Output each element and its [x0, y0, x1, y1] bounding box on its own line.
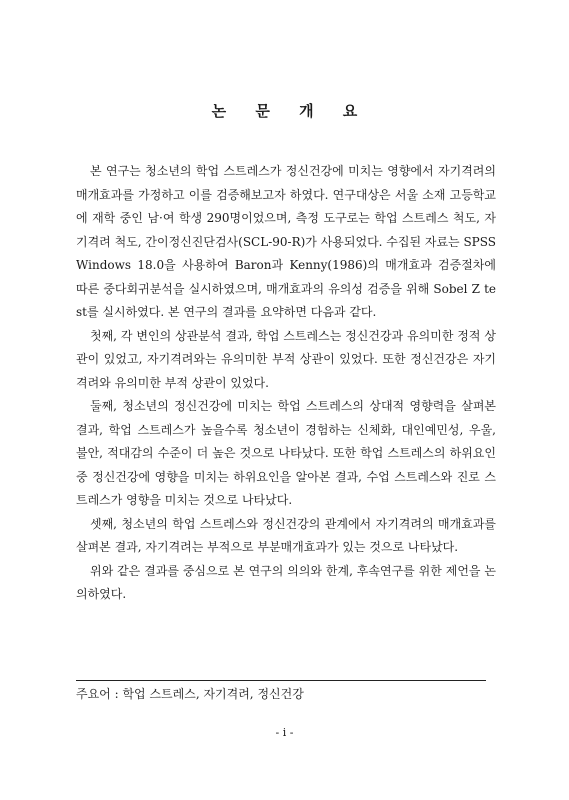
abstract-paragraph-second-finding: 둘째, 청소년의 정신건강에 미치는 학업 스트레스의 상대적 영향력을 살펴본 결과, 학업 스트레스가 높을수록 청소년이 경험하는 신체화, 대인예민성, 우울, 불안, 적대감의 수준이 더 높은 것으로 나타났다. 또한 학업 스트레스의 하위요인 중 정신건강에 영향을 미치는 하위요인을 알아본 결과, 수업 스트레스와 진로 스트레스가 영향을 미치는 것으로 나타났다. [76, 399, 496, 507]
page-number: - i - [275, 726, 294, 739]
abstract-paragraph-third-finding: 셋째, 청소년의 학업 스트레스와 정신건강의 관계에서 자기격려의 매개효과를 살펴본 결과, 자기격려는 부적으로 부분매개효과가 있는 것으로 나타났다. [76, 516, 496, 554]
abstract-body [76, 160, 496, 607]
keywords-divider [76, 680, 486, 681]
document-title: 논 문 개 요 [211, 102, 370, 120]
abstract-paragraph-conclusion: 위와 같은 결과를 중심으로 본 연구의 의의와 한계, 후속연구를 위한 제언을 논의하였다. [76, 563, 496, 601]
keywords-line: 주요어 : 학업 스트레스, 자기격려, 정신건강 [76, 687, 304, 701]
abstract-paragraph-intro: 본 연구는 청소년의 학업 스트레스가 정신건강에 미치는 영향에서 자기격려의 매개효과를 가정하고 이를 검증해보고자 하였다. 연구대상은 서울 소재 고등학교에 재학 중인 남·여 학생 290명이었으며, 측정 도구로는 학업 스트레스 척도, 자기격려 척도, 간이정신진단검사(SCL-90-R)가 사용되었다. 수집된 자료는 SPSS Windows 18.0을 사용하여 Baron과 Kenny(1986)의 매개효과 검증절차에 따른 중다회귀분석을 실시하였으며, 매개효과의 유의성 검증을 위해 Sobel Z test를 실시하였다. 본 연구의 결과를 요약하면 다음과 같다. [76, 164, 496, 319]
abstract-paragraph-first-finding: 첫째, 각 변인의 상관분석 결과, 학업 스트레스는 정신건강과 유의미한 정적 상관이 있었고, 자기격려와는 유의미한 부적 상관이 있었다. 또한 정신건강은 자기격려와 유의미한 부적 상관이 있었다. [76, 328, 496, 390]
